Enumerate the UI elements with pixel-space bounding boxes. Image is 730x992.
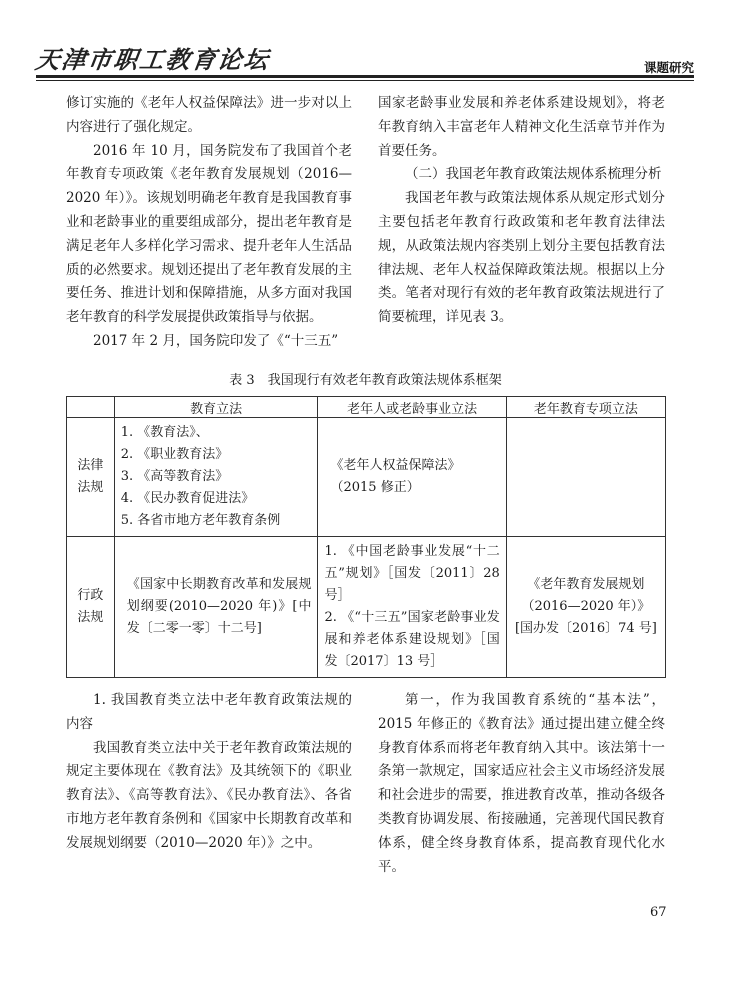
table-header-special: 老年教育专项立法 [506,397,665,418]
paragraph: 我国教育类立法中关于老年教育政策法规的规定主要体现在《教育法》及其统领下的《职业教育法》、《高等教育法》、《民办教育法》、各省市地方老年教育条例和《国家中长期教育改革和发展规划纲要（2010—2020 年）》之中。 [66,739,352,851]
cell-special-laws [506,418,665,537]
list-item: 3. 《高等教育法》 [120,469,229,484]
cell-education-admin: 《国家中长期教育改革和发展规划纲要(2010—2020 年)》[中发〔二零一零〕十二号] [114,537,318,678]
table-caption: 表 3 我国现行有效老年教育政策法规体系框架 [229,373,502,388]
row-head-admin: 行政 法规 [67,537,115,678]
page-number: 67 [650,905,667,920]
page-header [33,40,694,80]
table-row [67,537,666,678]
paragraph: 第一，作为我国教育系统的“基本法”，2015 年修正的《教育法》通过提出建立健全终身教育体系而将老年教育纳入其中。该法第十一条第一款规定，国家适应社会主义市场经济发展和社会进步的需要，推进教育改革，推动各级各类教育协调发展、衔接融通，完善现代国民教育体系，健全终身教育体系，提高教育现代化水平。 [378,692,665,875]
list-item: 1. 《教育法》、 [120,425,209,440]
list-item: 《老年教育发展规划 [527,577,645,592]
journal-brand: 天津市职工教育论坛 [33,45,272,74]
table-row [67,418,666,537]
header-rule [36,75,694,78]
list-item: 2. 《职业教育法》 [120,447,229,462]
paragraph: 2016 年 10 月，国务院发布了我国首个老年教育专项政策《老年教育发展规划（2016—2020 年）》。该规划明确老年教育是我国教育事业和老龄事业的重要组成部分，提出老年教育是满足老年人多样化学习需求、提升老年人生活品质的必然要求。规划还提出了老年教育发展的主要任务、推进计划和保障措施，从多方面对我国老年教育的科学发展提供政策指导与依据。 [66,142,352,326]
cell-education-laws [114,418,318,537]
column-left-top [66,92,352,354]
column-left-bottom [66,689,352,856]
list-item: （2016—2020 年）》 [521,599,651,614]
list-item: 5. 各省市地方老年教育条例 [120,513,281,528]
list-item: 《老年人权益保障法》 [330,458,461,473]
table-header-education: 教育立法 [114,397,318,418]
section-label: 课题研究 [643,60,694,75]
table-header-elderly: 老年人或老龄事业立法 [318,397,506,418]
table-header-row [67,397,666,418]
list-item: （2015 修正） [330,480,420,495]
column-right-bottom [378,689,665,879]
policy-framework-table [66,396,666,678]
paragraph: 国家老龄事业发展和养老体系建设规划》，将老年教育纳入丰富老年人精神文化生活章节并作为首要任务。 [378,95,665,159]
list-item: 4. 《民办教育促进法》 [120,491,255,506]
row-head-laws: 法律 法规 [67,418,115,537]
paragraph: 修订实施的《老年人权益保障法》进一步对以上内容进行了强化规定。 [66,95,352,135]
paragraph: （二）我国老年教育政策法规体系梳理分析 [405,166,662,183]
paragraph: 2017 年 2 月，国务院印发了《“十三五” [93,332,339,349]
list-item: 2. 《“十三五”国家老龄事业发展和养老体系建设规划》［国发〔2017〕13 号］ [324,610,500,669]
cell-elderly-laws [318,418,506,537]
cell-elderly-admin [318,537,506,678]
table-header-corner [67,397,115,418]
list-item: 1. 《中国老龄事业发展“十二五”规划》［国发〔2011〕28 号］ [324,544,500,603]
column-right-top [378,92,665,330]
paragraph: 我国老年教与政策法规体系从规定形式划分主要包括老年教育行政政策和老年教育法律法规，从政策法规内容类别上划分主要包括教育法律法规、老年人权益保障政策法规。根据以上分类。笔者对现行有效的老年教育政策法规进行了简要梳理，详见表 3。 [378,190,665,326]
list-item: [国办发〔2016〕74 号] [514,621,657,636]
header-rule-thin [36,80,694,81]
cell-special-admin [506,537,665,678]
paragraph: 1. 我国教育类立法中老年教育政策法规的内容 [66,692,352,732]
